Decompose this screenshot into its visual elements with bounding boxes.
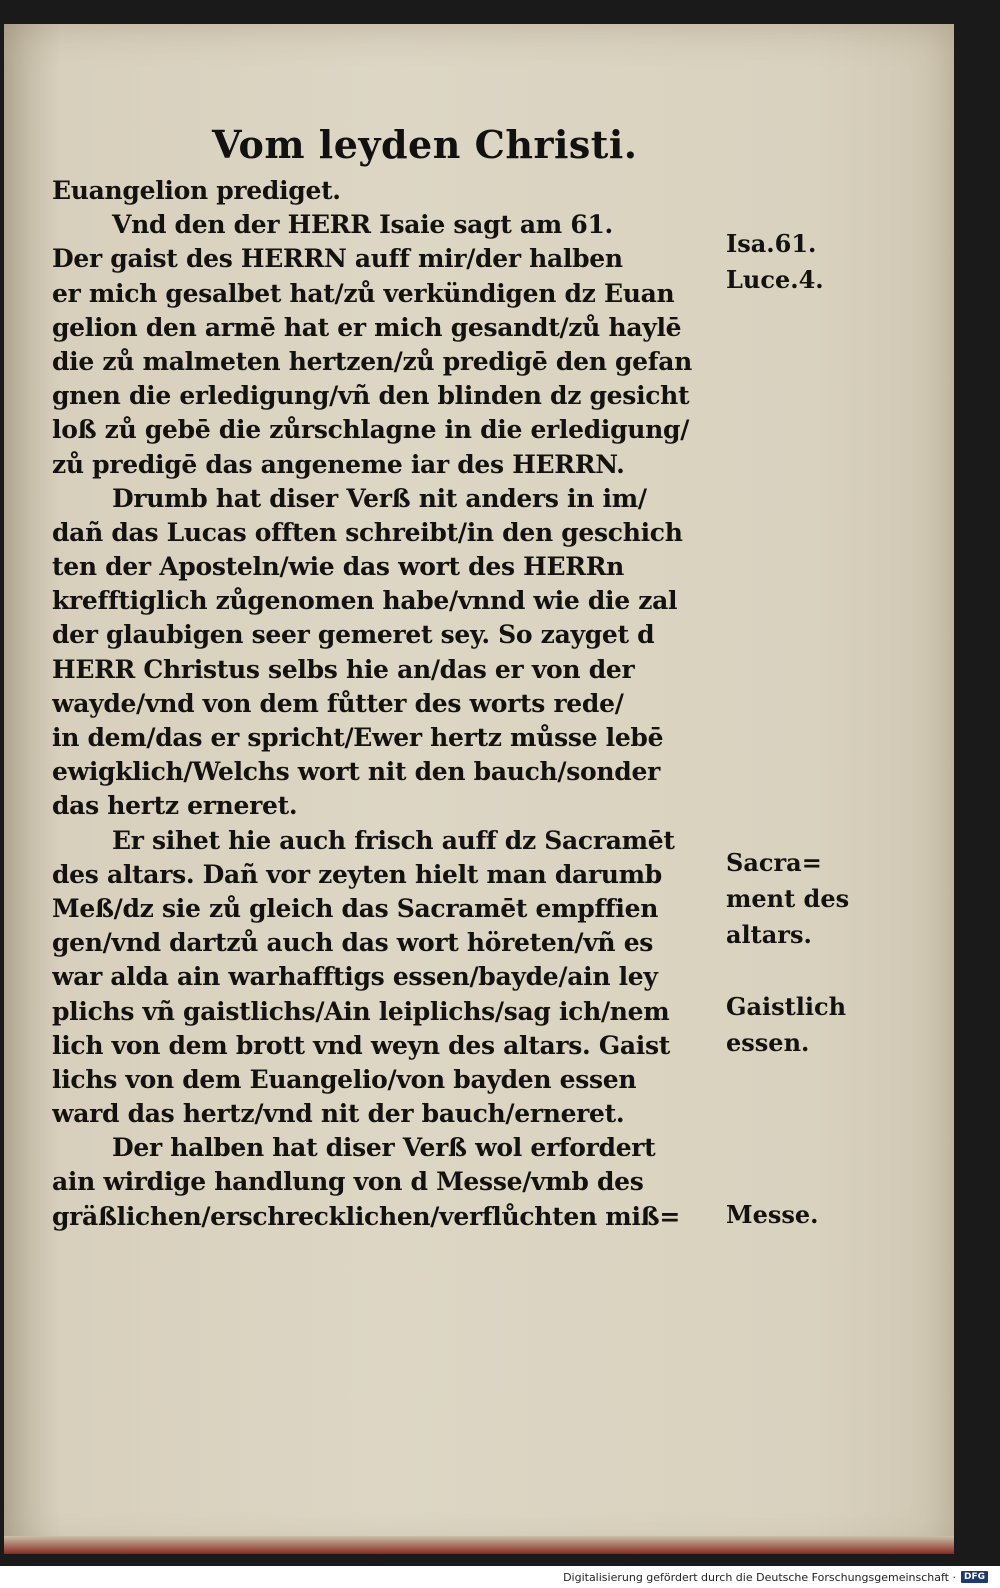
text-line: ain wirdige handlung von d Messe/vmb des (52, 1167, 644, 1197)
text-line: Meß/dz sie zů gleich das Sacramēt empffien (52, 893, 659, 923)
text-line: krefftiglich zůgenomen habe/vnnd wie die zal (52, 586, 678, 616)
running-head: Vom leyden Christi. (212, 122, 638, 167)
margin-note-messe: Messe. (726, 1200, 819, 1229)
dfg-logo: DFG (961, 1571, 988, 1583)
text-line: ewigklich/Welchs wort nit den bauch/sonder (52, 757, 660, 787)
text-line: das hertz erneret. (52, 791, 298, 821)
margin-note-gaistlich-2: essen. (726, 1028, 810, 1057)
margin-note-luce: Luce.4. (726, 265, 824, 294)
text-line: dañ das Lucas offten schreibt/in den geschich (52, 517, 683, 547)
text-line: loß zů gebē die zůrschlagne in die erledigung/ (52, 415, 690, 445)
text-line: lichs von dem Euangelio/von bayden essen (52, 1064, 637, 1094)
margin-note-sacrament-3: altars. (726, 920, 812, 949)
text-line: war alda ain warhafftigs essen/bayde/ain ley (52, 962, 658, 992)
text-line: gelion den armē hat er mich gesandt/zů haylē (52, 312, 682, 342)
text-line: HERR Christus selbs hie an/das er von der (52, 654, 635, 684)
text-line: ward das hertz/vnd nit der bauch/erneret. (52, 1099, 625, 1129)
margin-note-sacrament-2: ment des (726, 884, 850, 913)
footer-credit: Digitalisierung gefördert durch die Deutsche Forschungsgemeinschaft · (563, 1570, 956, 1584)
text-block (52, 174, 722, 1234)
text-line: gräßlichen/erschrecklichen/verflůchten miß= (52, 1201, 680, 1231)
text-line: des altars. Dañ vor zeyten hielt man darumb (52, 859, 662, 889)
text-line: Drumb hat diser Verß nit anders in im/ (112, 483, 647, 513)
text-line: plichs vñ gaistlichs/Ain leiplichs/sag ich/nem (52, 996, 670, 1026)
text-line: Euangelion prediget. (52, 176, 341, 205)
text-line: zů predigē das angeneme iar des HERRN. (52, 449, 625, 479)
margin-note-isa: Isa.61. (726, 229, 817, 258)
text-line: ten der Aposteln/wie das wort des HERRn (52, 552, 625, 582)
text-line: Der gaist des HERRN auff mir/der halben (52, 244, 623, 274)
text-line: in dem/das er spricht/Ewer hertz můsse lebē (52, 723, 664, 752)
text-line: Er sihet hie auch frisch auff dz Sacramēt (112, 825, 675, 855)
text-line: die zů malmeten hertzen/zů predigē den gefan (52, 346, 692, 376)
margin-note-gaistlich-1: Gaistlich (726, 992, 847, 1021)
page-edge (4, 1536, 954, 1554)
text-line: der glaubigen seer gemeret sey. So zayget d (52, 620, 655, 650)
margin-note-sacrament-1: Sacra= (726, 848, 822, 877)
text-line: Vnd den der HERR Isaie sagt am 61. (112, 210, 613, 240)
footer-bar (0, 1566, 1000, 1588)
text-line: lich von dem brott vnd weyn des altars. Gaist (52, 1030, 670, 1060)
text-line: er mich gesalbet hat/zů verkündigen dz Euan (52, 278, 675, 308)
text-line: gen/vnd dartzů auch das wort höreten/vñ es (52, 928, 654, 958)
text-line: Der halben hat diser Verß wol erfordert (112, 1133, 656, 1163)
text-line: wayde/vnd von dem fůtter des worts rede/ (52, 688, 624, 718)
text-line: gnen die erledigung/vñ den blinden dz gesicht (52, 381, 690, 411)
